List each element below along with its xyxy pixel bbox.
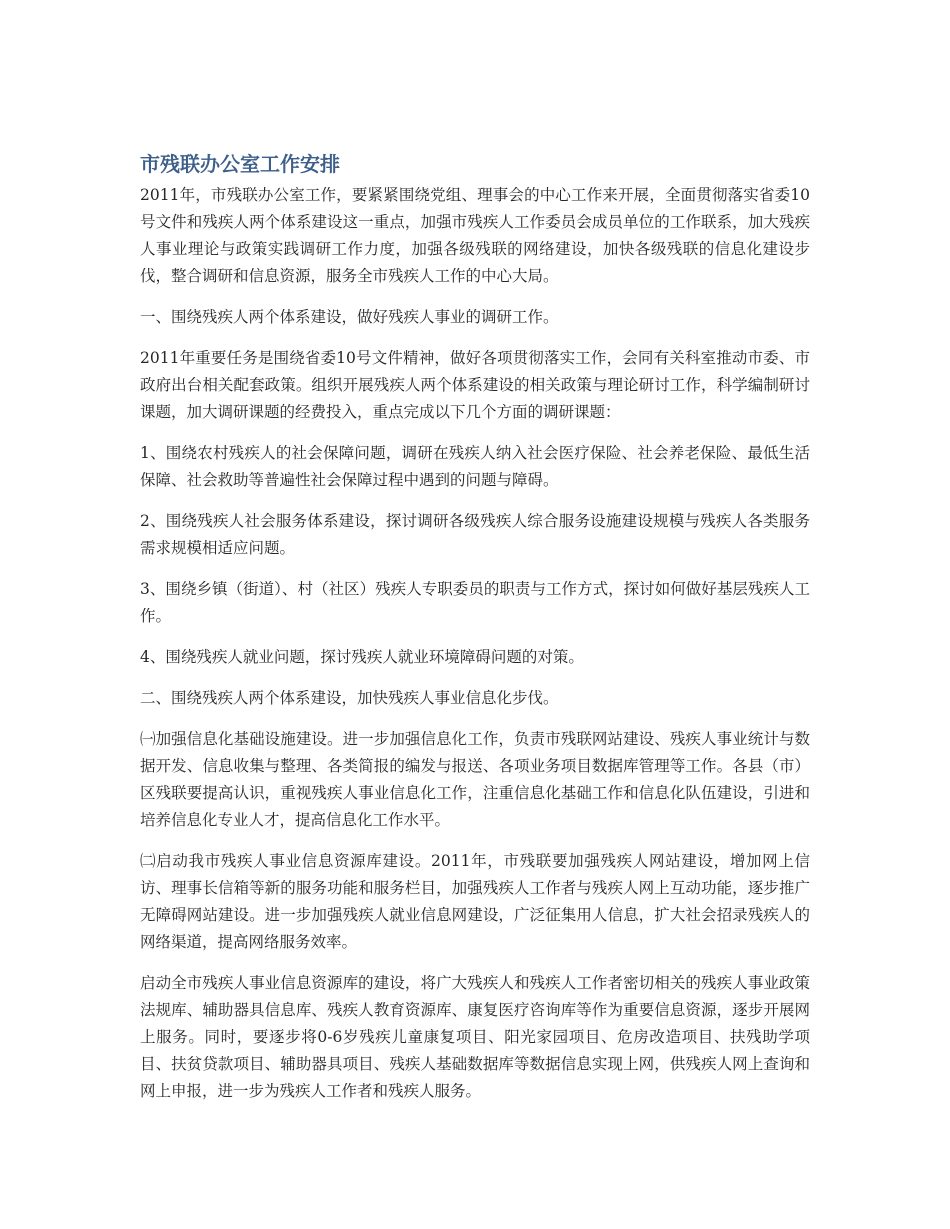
paragraph-research-tasks: 2011年重要任务是围绕省委10号文件精神，做好各项贯彻落实工作，会同有关科室推动市委、市政府出台相关配套政策。组织开展残疾人两个体系建设的相关政策与理论研讨工作，科学编制研讨课题，加大调研课题的经费投入，重点完成以下几个方面的调研课题： bbox=[140, 349, 810, 421]
paragraph-intro: 2011年，市残联办公室工作，要紧紧围绕党组、理事会的中心工作来开展，全面贯彻落实省委10号文件和残疾人两个体系建设这一重点，加强市残疾人工作委员会成员单位的工作联系，加大残疾人事业理论与政策实践调研工作力度，加强各级残联的网络建设，加快各级残联的信息化建设步伐，整合调研和信息资源，服务全市残疾人工作的中心大局。 bbox=[140, 186, 810, 285]
list-item-1: 1、围绕农村残疾人的社会保障问题，调研在残疾人纳入社会医疗保险、社会养老保险、最低生活保障、社会救助等普遍性社会保障过程中遇到的问题与障碍。 bbox=[140, 444, 810, 489]
document-title: 市残联办公室工作安排 bbox=[140, 152, 340, 176]
subsection-infrastructure: ㈠加强信息化基础设施建设。进一步加强信息化工作，负责市残联网站建设、残疾人事业统计与数据开发、信息收集与整理、各类简报的编发与报送、各项业务项目数据库管理等工作。各县（市）区残联要提高认识，重视残疾人事业信息化工作，注重信息化基础工作和信息化队伍建设，引进和培养信息化专业人才，提高信息化工作水平。 bbox=[140, 730, 810, 829]
document-page bbox=[140, 150, 810, 1119]
section-heading-2: 二、围绕残疾人两个体系建设，加快残疾人事业信息化步伐。 bbox=[140, 689, 559, 707]
list-item-3: 3、围绕乡镇（街道）、村（社区）残疾人专职委员的职责与工作方式，探讨如何做好基层残疾人工作。 bbox=[140, 580, 810, 625]
section-heading-1: 一、围绕残疾人两个体系建设，做好残疾人事业的调研工作。 bbox=[140, 308, 559, 326]
paragraph-resource-library-detail: 启动全市残疾人事业信息资源库的建设，将广大残疾人和残疾人工作者密切相关的残疾人事业政策法规库、辅助器具信息库、残疾人教育资源库、康复医疗咨询库等作为重要信息资源，逐步开展网上服务。同时，要逐步将0-6岁残疾儿童康复项目、阳光家园项目、危房改造项目、扶残助学项目、扶贫贷款项目、辅助器具项目、残疾人基础数据库等数据信息实现上网，供残疾人网上查询和网上申报，进一步为残疾人工作者和残疾人服务。 bbox=[140, 974, 810, 1100]
list-item-4: 4、围绕残疾人就业问题，探讨残疾人就业环境障碍问题的对策。 bbox=[140, 648, 584, 666]
subsection-resource-library: ㈡启动我市残疾人事业信息资源库建设。2011年，市残联要加强残疾人网站建设，增加网上信访、理事长信箱等新的服务功能和服务栏目，加强残疾人工作者与残疾人网上互动功能，逐步推广无障碍网站建设。进一步加强残疾人就业信息网建设，广泛征集用人信息，扩大社会招录残疾人的网络渠道，提高网络服务效率。 bbox=[140, 852, 810, 951]
list-item-2: 2、围绕残疾人社会服务体系建设，探讨调研各级残疾人综合服务设施建设规模与残疾人各类服务需求规模相适应问题。 bbox=[140, 512, 810, 557]
